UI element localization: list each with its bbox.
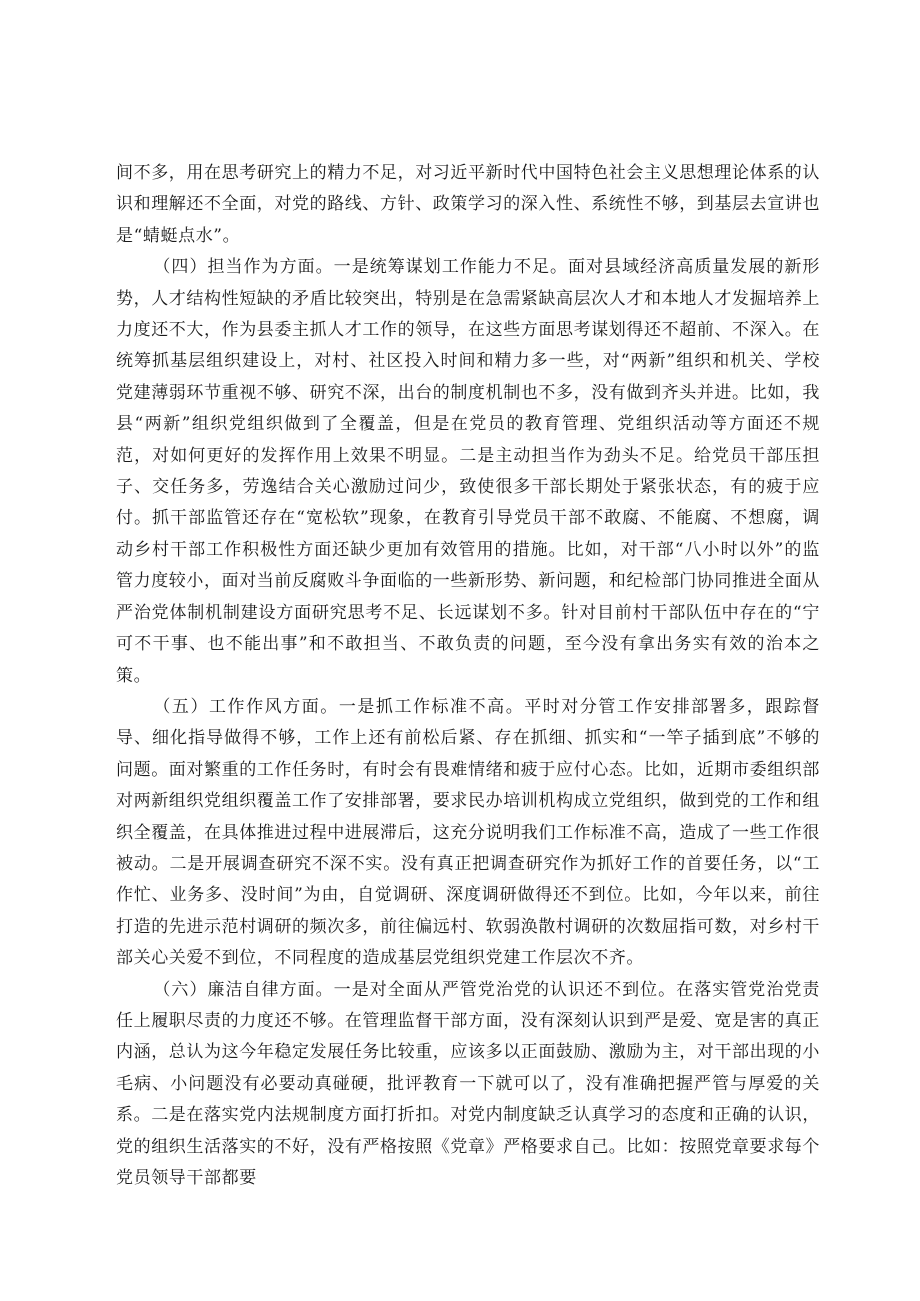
paragraph-study-continuation: 间不多，用在思考研究上的精力不足，对习近平新时代中国特色社会主义思想理论体系的认识和理解还不全面，对党的路线、方针、政策学习的深入性、系统性不够，到基层去宣讲也是“蜻蜓点水”。 (116, 163, 820, 246)
paragraph-section-four-responsibility: （四）担当作为方面。一是统筹谋划工作能力不足。面对县域经济高质量发展的新形势，人才结构性短缺的矛盾比较突出，特别是在急需紧缺高层次人才和本地人才发掘培养上力度还不大，作为县委主抓人才工作的领导，在这些方面思考谋划得还不超前、不深入。在统筹抓基层组织建设上，对村、社区投入时间和精力多一些，对“两新”组织和机关、学校党建薄弱环节重视不够、研究不深，出台的制度机制也不多，没有做到齐头并进。比如，我县“两新”组织党组织做到了全覆盖，但是在党员的教育管理、党组织活动等方面还不规范，对如何更好的发挥作用上效果不明显。二是主动担当作为劲头不足。给党员干部压担子、交任务多，劳逸结合关心激励过问少，致使很多干部长期处于紧张状态，有的疲于应付。抓干部监管还存在“宽松软”现象，在教育引导党员干部不敢腐、不能腐、不想腐，调动乡村干部工作积极性方面还缺少更加有效管用的措施。比如，对干部“八小时以外”的监管力度较小，面对当前反腐败斗争面临的一些新形势、新问题，和纪检部门协同推进全面从严治党体制机制建设方面研究思考不足、长远谋划不多。针对目前村干部队伍中存在的“宁可不干事、也不能出事”和不敢担当、不敢负责的问题，至今没有拿出务实有效的治本之策。 (116, 257, 820, 686)
paragraph-section-six-integrity: （六）廉洁自律方面。一是对全面从严管党治党的认识还不到位。在落实管党治党责任上履职尽责的力度还不够。在管理监督干部方面，没有深刻认识到严是爱、宽是害的真正内涵，总认为这今年稳定发展任务比较重，应该多以正面鼓励、激励为主，对干部出现的小毛病、小问题没有必要动真碰硬，批评教育一下就可以了，没有准确把握严管与厚爱的关系。二是在落实党内法规制度方面打折扣。对党内制度缺乏认真学习的态度和正确的认识，党的组织生活落实的不好，没有严格按照《党章》严格要求自己。比如：按照党章要求每个党员领导干部都要 (116, 979, 820, 1188)
paragraph-section-five-work-style: （五）工作作风方面。一是抓工作标准不高。平时对分管工作安排部署多，跟踪督导、细化指导做得不够，工作上还有前松后紧、存在抓细、抓实和“一竿子插到底”不够的问题。面对繁重的工作任务时，有时会有畏难情绪和疲于应付心态。比如，近期市委组织部对两新组织党组织覆盖工作了安排部署，要求民办培训机构成立党组织，做到党的工作和组织全覆盖，在具体推进过程中进展滞后，这充分说明我们工作标准不高，造成了一些工作很被动。二是开展调查研究不深不实。没有真正把调查研究作为抓好工作的首要任务，以“工作忙、业务多、没时间”为由，自觉调研、深度调研做得还不到位。比如，今年以来，前往打造的先进示范村调研的频次多，前往偏远村、软弱涣散村调研的次数屈指可数，对乡村干部关心关爱不到位，不同程度的造成基层党组织党建工作层次不齐。 (116, 696, 820, 969)
document-body (116, 158, 820, 1194)
